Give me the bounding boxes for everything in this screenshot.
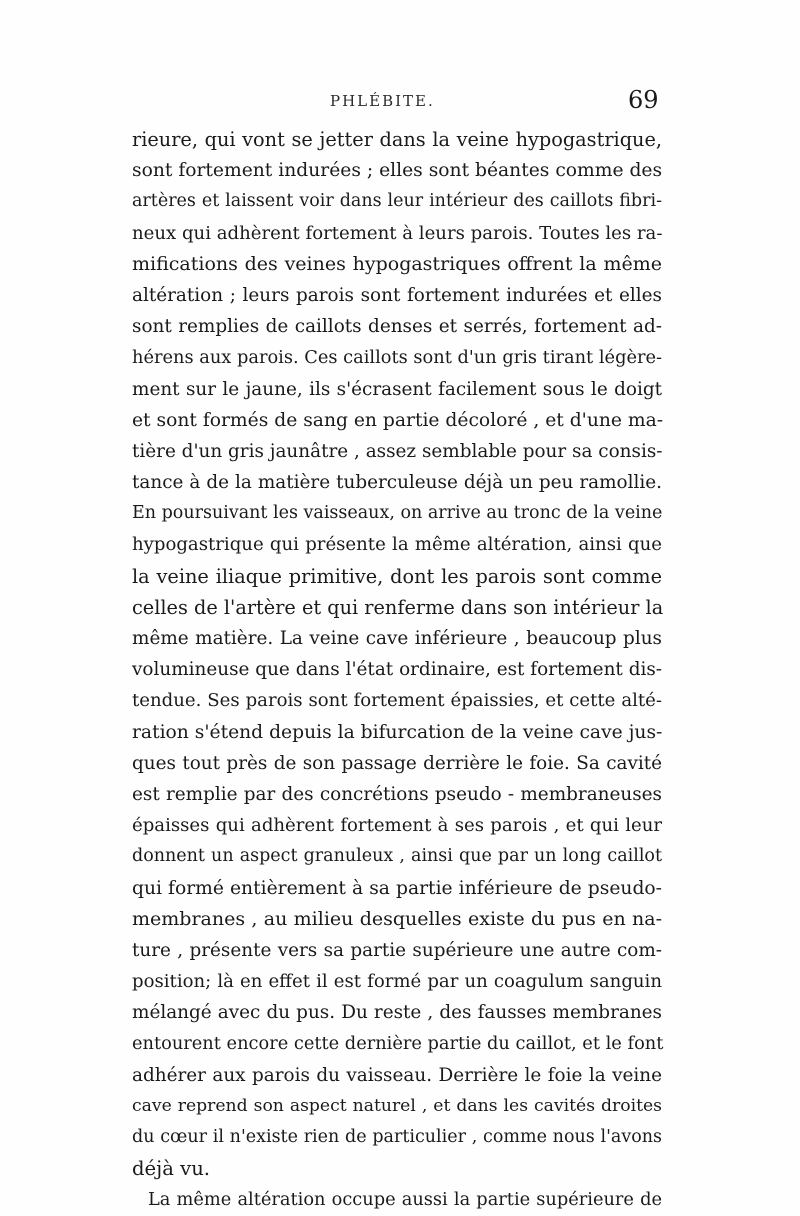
- text-line: celles de l'artère et qui renferme dans son intérieur la: [132, 595, 664, 619]
- text-line: épaisses qui adhèrent fortement à ses parois , et qui leur: [132, 815, 662, 837]
- text-line: neux qui adhèrent fortement à leurs parois. Toutes les ra-: [132, 222, 663, 244]
- text-line: ment sur le jaune, ils s'écrasent facilement sous le doigt: [132, 378, 662, 400]
- text-line: hérens aux parois. Ces caillots sont d'un gris tirant légère-: [132, 347, 662, 369]
- text-line: ration s'étend depuis la bifurcation de la veine cave jus-: [132, 721, 663, 743]
- text-line: sont fortement indurées ; elles sont béantes comme des: [132, 160, 663, 182]
- text-line: même matière. La veine cave inférieure , beaucoup plus: [132, 628, 662, 649]
- text-line: hypogastrique qui présente la même altération, ainsi que: [132, 534, 662, 556]
- text-line: mifications des veines hypogastriques offrent la même: [132, 252, 662, 275]
- text-line-paragraph-end: déjà vu.: [132, 1157, 211, 1181]
- text-line: volumineuse que dans l'état ordinaire, est fortement dis-: [132, 659, 662, 681]
- text-line: ture , présente vers sa partie supérieure une autre com-: [132, 939, 662, 961]
- text-line: la veine iliaque primitive, dont les parois sont comme: [132, 564, 662, 588]
- body-text: [132, 124, 662, 1216]
- text-line: tendue. Ses parois sont fortement épaissies, et cette alté-: [132, 690, 662, 712]
- text-line: mélangé avec du pus. Du reste , des fausses membranes: [132, 1002, 662, 1024]
- text-line: artères et laissent voir dans leur intérieur des caillots fibri-: [132, 191, 662, 212]
- text-line: position; là en effet il est formé par un coagulum sanguin: [132, 971, 662, 993]
- text-line: entourent encore cette dernière partie du caillot, et le font: [132, 1033, 664, 1055]
- text-line: altération ; leurs parois sont fortement indurées et elles: [132, 284, 662, 306]
- text-line: tance à de la matière tuberculeuse déjà un peu ramollie.: [132, 472, 662, 494]
- text-line: cave reprend son aspect naturel , et dans les cavités droites: [132, 1095, 662, 1116]
- text-line-paragraph-start: La même altération occupe aussi la partie supérieure de: [148, 1189, 662, 1211]
- text-line: du cœur il n'existe rien de particulier , comme nous l'avons: [132, 1127, 662, 1147]
- text-line: tière d'un gris jaunâtre , assez semblable pour sa consis-: [132, 440, 663, 462]
- text-line: adhérer aux parois du vaisseau. Derrière le foie la veine: [132, 1064, 662, 1086]
- text-line: ques tout près de son passage derrière le foie. Sa cavité: [132, 752, 662, 774]
- text-line: rieure, qui vont se jetter dans la veine hypogastrique,: [132, 128, 662, 151]
- text-line: qui formé entièrement à sa partie inférieure de pseudo-: [132, 877, 662, 899]
- text-line: est remplie par des concrétions pseudo - membraneuses: [132, 783, 662, 805]
- page-number: 69: [628, 86, 659, 114]
- text-line: et sont formés de sang en partie décoloré , et d'une ma-: [132, 409, 664, 431]
- text-line: sont remplies de caillots denses et serrés, fortement ad-: [132, 316, 662, 338]
- running-title: PHLÉBITE.: [330, 92, 435, 110]
- text-line: donnent un aspect granuleux , ainsi que par un long caillot: [132, 846, 662, 867]
- text-line: membranes , au milieu desquelles existe du pus en na-: [132, 907, 662, 930]
- text-line: En poursuivant les vaisseaux, on arrive au tronc de la veine: [132, 503, 663, 524]
